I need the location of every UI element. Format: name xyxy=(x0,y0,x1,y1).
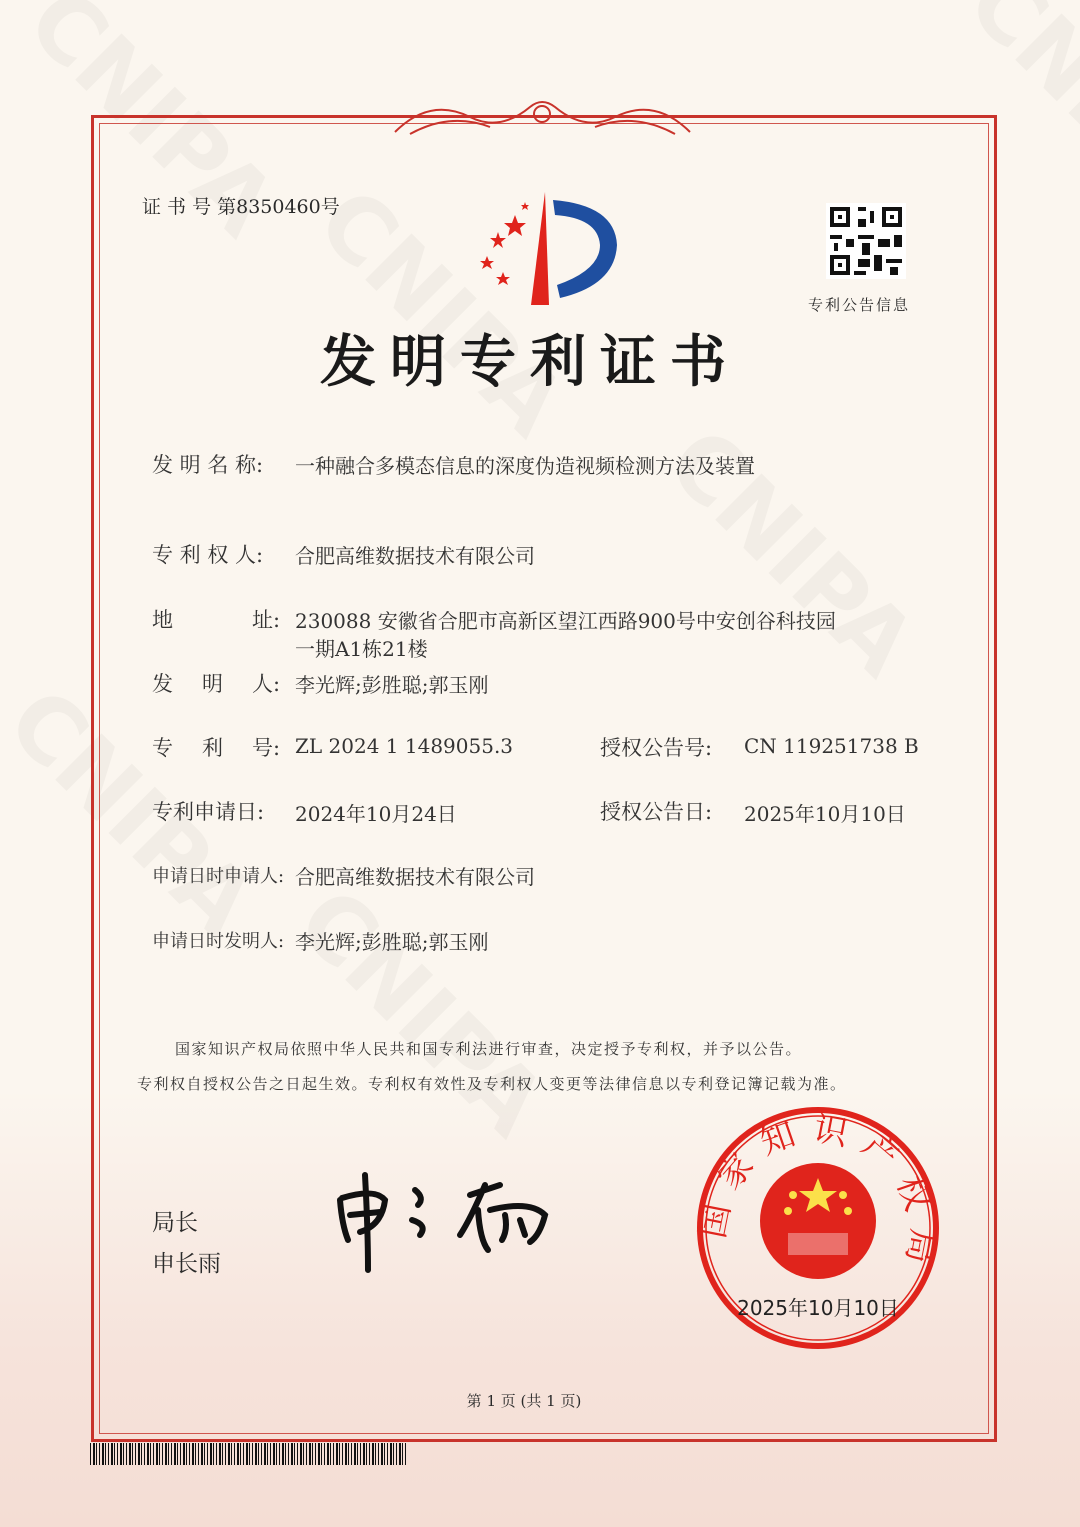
notice-line-2: 专利权自授权公告之日起生效。专利权有效性及专利权人变更等法律信息以专利登记簿记载为准。 xyxy=(137,1075,847,1093)
signatory-name: 申长雨 xyxy=(152,1251,221,1277)
announcement-date-value: 2025年10月10日 xyxy=(744,802,906,826)
seal-text: 国家知识产权局 xyxy=(693,1108,943,1281)
qr-code[interactable] xyxy=(826,203,906,279)
inventors-value: 李光辉;彭胜聪;郭玉刚 xyxy=(295,673,489,697)
official-seal xyxy=(693,1103,943,1353)
address-value-line2: 一期A1栋21楼 xyxy=(295,637,428,661)
invention-name-label: 发 明 名 称: xyxy=(152,453,264,477)
announcement-number-label: 授权公告号: xyxy=(600,736,713,760)
inventors-label: 发 xyxy=(152,672,173,696)
inventors-label-colon: 人: xyxy=(252,672,281,696)
applicant-at-filing-value: 合肥高维数据技术有限公司 xyxy=(295,865,535,889)
barcode xyxy=(90,1443,408,1465)
applicant-at-filing-label: 申请日时申请人: xyxy=(152,866,285,887)
cnipa-logo xyxy=(465,190,625,308)
application-date-value: 2024年10月24日 xyxy=(295,802,457,826)
patentee-value: 合肥高维数据技术有限公司 xyxy=(295,544,535,568)
top-ornament xyxy=(390,92,695,142)
handwritten-signature xyxy=(330,1170,560,1280)
page-title: 发明专利证书 xyxy=(320,329,740,395)
patent-number-value: ZL 2024 1 1489055.3 xyxy=(295,734,514,758)
inventors-label-mid: 明 xyxy=(202,672,223,696)
address-label-colon: 址: xyxy=(252,608,281,632)
address-value-line1: 230088 安徽省合肥市高新区望江西路900号中安创谷科技园 xyxy=(295,609,836,633)
patent-number-label: 专 xyxy=(152,736,173,760)
inventor-at-filing-value: 李光辉;彭胜聪;郭玉刚 xyxy=(295,930,489,954)
announcement-number-value: CN 119251738 B xyxy=(744,734,919,758)
patent-number-label-mid: 利 xyxy=(202,736,223,760)
announcement-date-label: 授权公告日: xyxy=(600,800,713,824)
signatory-role: 局长 xyxy=(152,1210,198,1236)
seal-date: 2025年10月10日 xyxy=(737,1296,899,1320)
patentee-label: 专 利 权 人: xyxy=(152,543,264,567)
certificate-number: 证 书 号 第8350460号 xyxy=(142,196,340,218)
notice-line-1: 国家知识产权局依照中华人民共和国专利法进行审查，决定授予专利权，并予以公告。 xyxy=(175,1040,803,1058)
address-label: 地 xyxy=(152,608,173,632)
application-date-label: 专利申请日: xyxy=(152,800,265,824)
page-number: 第 1 页 (共 1 页) xyxy=(466,1392,582,1410)
qr-label: 专利公告信息 xyxy=(808,296,911,314)
patent-number-label-colon: 号: xyxy=(252,736,281,760)
inventor-at-filing-label: 申请日时发明人: xyxy=(152,931,285,952)
invention-name-value: 一种融合多模态信息的深度伪造视频检测方法及装置 xyxy=(295,454,755,478)
